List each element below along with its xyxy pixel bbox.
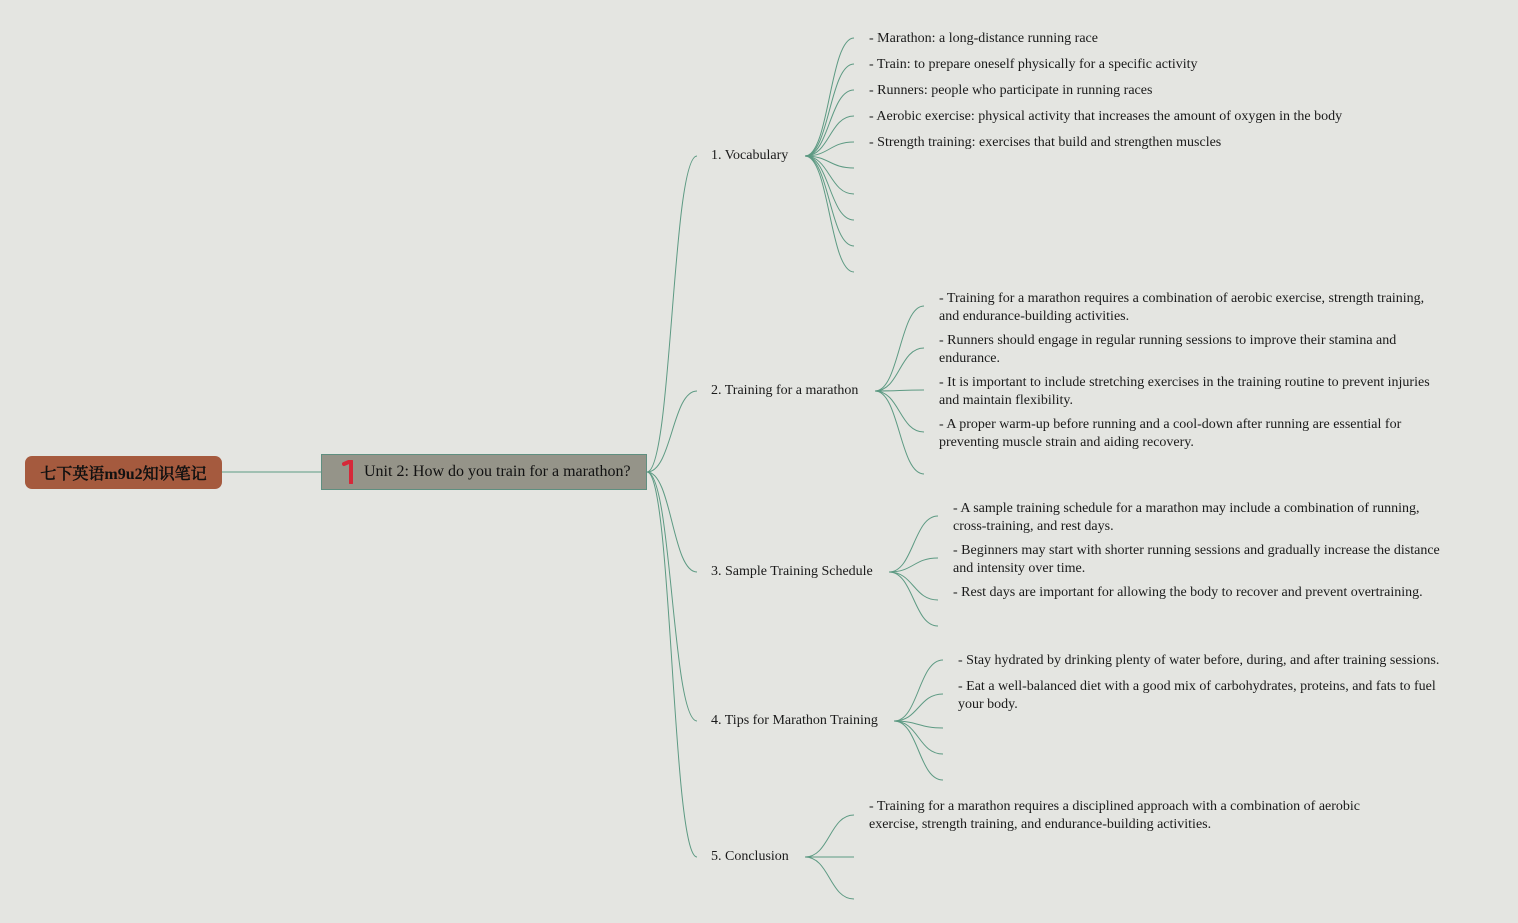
connector-line xyxy=(894,721,943,780)
connector-line xyxy=(875,390,924,391)
connector-line xyxy=(805,156,854,220)
connector-line xyxy=(805,90,854,156)
leaf-item[interactable]: - Marathon: a long-distance running race xyxy=(869,31,1098,46)
connector-line xyxy=(894,660,943,721)
connector-line xyxy=(647,472,697,857)
branch-training[interactable]: 2. Training for a marathon xyxy=(711,383,859,398)
central-topic-label: Unit 2: How do you train for a marathon? xyxy=(364,463,631,480)
leaf-item[interactable]: - A sample training schedule for a marathon may include a combination of running, cross-training, and rest days. xyxy=(953,501,1420,533)
branch-tips[interactable]: 4. Tips for Marathon Training xyxy=(711,713,878,728)
number-one-marker-icon xyxy=(342,460,356,484)
leaf-item[interactable]: - Aerobic exercise: physical activity that increases the amount of oxygen in the body xyxy=(869,109,1343,124)
leaf-item[interactable]: - A proper warm-up before running and a cool-down after running are essential for preventing muscle strain and aiding recovery. xyxy=(939,417,1402,449)
leaf-item[interactable]: - It is important to include stretching exercises in the training routine to prevent injuries and maintain flexibility. xyxy=(939,375,1430,407)
connector-line xyxy=(805,815,854,857)
branch-conclusion[interactable]: 5. Conclusion xyxy=(711,849,789,864)
connector-line xyxy=(805,38,854,156)
connector-line xyxy=(875,391,924,432)
connector-line xyxy=(647,472,697,721)
connector-line xyxy=(875,391,924,474)
central-topic[interactable] xyxy=(321,454,647,490)
leaf-item[interactable]: - Train: to prepare oneself physically for a specific activity xyxy=(869,57,1198,72)
leaf-item[interactable]: - Training for a marathon requires a combination of aerobic exercise, strength training, and endurance-building activities. xyxy=(939,291,1425,323)
connector-line xyxy=(894,721,943,754)
leaf-item[interactable]: - Eat a well-balanced diet with a good mix of carbohydrates, proteins, and fats to fuel your body. xyxy=(958,679,1436,711)
leaf-item[interactable]: - Runners should engage in regular running sessions to improve their stamina and endurance. xyxy=(939,333,1397,365)
connector-line xyxy=(875,306,924,391)
connector-line xyxy=(894,694,943,721)
connector-line xyxy=(805,857,854,899)
root-topic-label: 七下英语m9u2知识笔记 xyxy=(40,466,207,483)
connector-line xyxy=(889,572,938,600)
connector-line xyxy=(805,156,854,246)
leaf-item[interactable]: - Rest days are important for allowing the body to recover and prevent overtraining. xyxy=(953,585,1423,600)
leaf-item[interactable]: - Runners: people who participate in running races xyxy=(869,83,1153,98)
connector-line xyxy=(805,156,854,272)
connector-line xyxy=(875,348,924,391)
connector-line xyxy=(647,156,697,472)
leaf-item[interactable]: - Stay hydrated by drinking plenty of water before, during, and after training sessions. xyxy=(958,653,1440,668)
branch-sample-schedule[interactable]: 3. Sample Training Schedule xyxy=(711,564,873,579)
leaf-item[interactable]: - Beginners may start with shorter running sessions and gradually increase the distance and intensity over time. xyxy=(953,543,1440,575)
branch-vocabulary[interactable]: 1. Vocabulary xyxy=(711,148,789,163)
connector-line xyxy=(889,516,938,572)
leaf-item[interactable]: - Training for a marathon requires a disciplined approach with a combination of aerobic exercise, strength training, and endurance-building activities. xyxy=(869,799,1361,831)
root-topic[interactable] xyxy=(25,456,222,489)
leaf-item[interactable]: - Strength training: exercises that build and strengthen muscles xyxy=(869,135,1222,150)
